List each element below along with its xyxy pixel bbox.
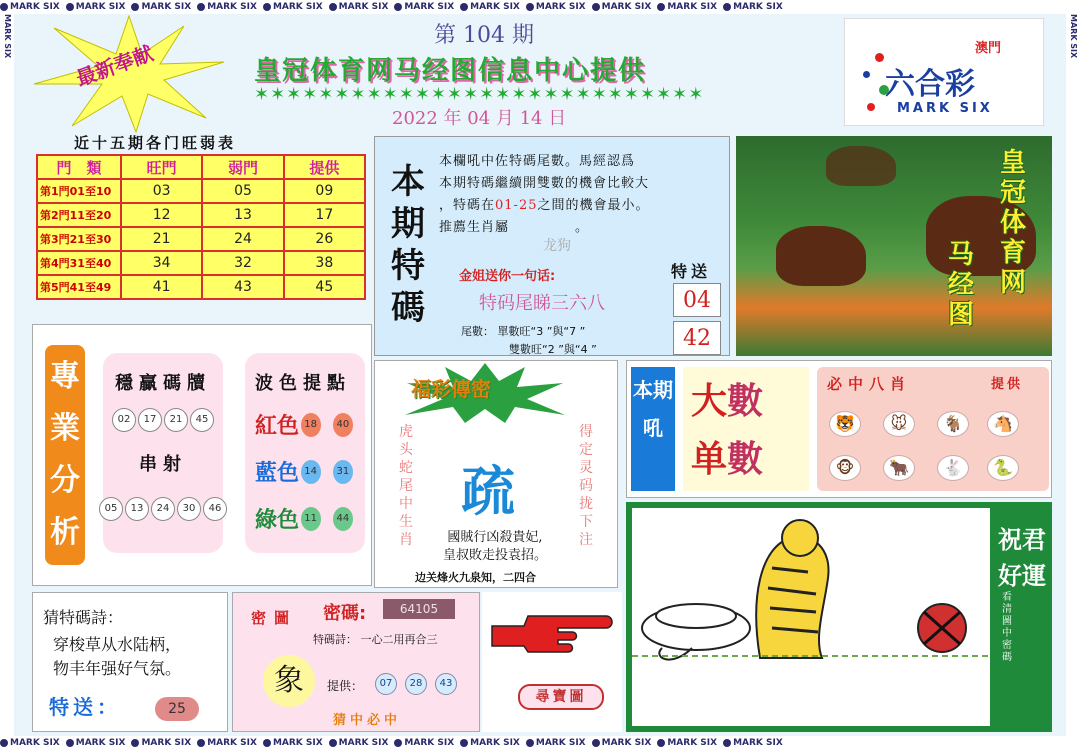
brand-dot-icon <box>329 739 337 747</box>
wave-ball: 18 <box>301 413 321 437</box>
guess-hit-footer: 猜中必中 <box>333 713 402 728</box>
wave-ball: 14 <box>301 460 321 484</box>
header-weak: 弱門 <box>202 155 283 179</box>
star-divider: ✶✶✶✶✶✶✶✶✶✶✶✶✶✶✶✶✶✶✶✶✶✶✶✶✶✶✶✶ <box>254 84 705 105</box>
border-brand-tile: MARK SIX <box>329 0 389 14</box>
number-ball: 46 <box>203 497 227 521</box>
provide-value: 38 <box>284 251 365 275</box>
strong-value: 12 <box>121 203 202 227</box>
border-brand-tile: MARK SIX <box>394 736 454 750</box>
snake-icon: 🐍 <box>987 455 1019 481</box>
gift-label: 特送 <box>671 262 712 281</box>
number-ball: 45 <box>190 408 214 432</box>
wave-ball: 31 <box>333 460 353 484</box>
provide-value: 45 <box>284 275 365 299</box>
brand-dot-icon <box>526 3 534 11</box>
number-ball: 21 <box>164 408 188 432</box>
rank-table-title: 近十五期各门旺弱表 <box>74 134 237 152</box>
description-part: 之間的機會最小。 <box>537 198 650 213</box>
horse-icon: 🐴 <box>987 411 1019 437</box>
win-numbers-row <box>103 407 223 432</box>
brand-dot-icon <box>0 739 8 747</box>
border-brand-tile: MARK SIX <box>131 0 191 14</box>
table-row <box>37 179 365 203</box>
rank-table <box>36 154 366 300</box>
border-brand-tile: MARK SIX <box>657 736 717 750</box>
big-number-word <box>691 373 763 424</box>
brand-dot-icon <box>460 739 468 747</box>
newest-offer-text: 最新奉献 <box>72 40 157 91</box>
border-brand-tile: MARK SIX <box>0 736 60 750</box>
description-part: 推薦生肖屬 <box>439 220 510 235</box>
big-odd-panel <box>626 360 1052 498</box>
special-code-panel <box>374 136 730 356</box>
description-line: 本期特碼繼續開雙數的機會比較大 <box>439 176 650 191</box>
lottery-right-vertical: 得定灵码拢下注 <box>579 424 593 548</box>
left-border-strip <box>0 14 14 736</box>
password-value: 64105 <box>383 599 455 619</box>
border-brand-tile: MARK SIX <box>66 0 126 14</box>
row-label: 第2門11至20 <box>37 203 121 227</box>
expert-analysis-panel <box>32 324 372 586</box>
weak-value: 32 <box>202 251 283 275</box>
provide-number: 43 <box>435 673 457 695</box>
tiger-icon: 🐯 <box>829 411 861 437</box>
treasure-map-label: 尋寶圖 <box>518 684 604 710</box>
photo-caption-right: 皇冠体育网 <box>1000 148 1027 298</box>
brand-dot-icon <box>657 3 665 11</box>
tiger-illustration <box>632 508 990 726</box>
strong-value: 34 <box>121 251 202 275</box>
treasure-map-panel <box>482 592 622 732</box>
horse-figure <box>826 146 896 186</box>
wave-ball: 11 <box>301 507 321 531</box>
brand-dot-icon <box>263 3 271 11</box>
brand-dot-icon <box>592 3 600 11</box>
wave-ball: 40 <box>333 413 353 437</box>
table-row <box>37 251 365 275</box>
weak-value: 13 <box>202 203 283 227</box>
provide-value: 26 <box>284 227 365 251</box>
header-strong: 旺門 <box>121 155 202 179</box>
horse-figure <box>776 226 866 286</box>
weak-value: 24 <box>202 227 283 251</box>
border-brand-tile: MARK SIX <box>329 736 389 750</box>
word-part: 大 <box>691 380 728 422</box>
brand-dot-icon <box>197 739 205 747</box>
left-brand-text: MARK SIX <box>3 14 12 59</box>
weak-value: 43 <box>202 275 283 299</box>
poem-lines <box>53 633 181 681</box>
password-label: 密碼: <box>323 603 367 624</box>
lottery-heading: 福彩傳密 <box>411 377 491 401</box>
poster-page <box>14 14 1066 736</box>
tail-odd-text: 尾數： 單數旺“3 ”與“7 ” <box>461 325 586 338</box>
big-odd-words <box>683 367 809 491</box>
provide-value: 09 <box>284 179 365 203</box>
border-brand-tile: MARK SIX <box>197 736 257 750</box>
brand-dot-icon <box>657 739 665 747</box>
brand-region: 澳門 <box>975 41 1002 56</box>
brand-name-cn: 六合彩 <box>885 67 975 102</box>
brand-dot-icon <box>66 739 74 747</box>
ox-icon: 🐂 <box>883 455 915 481</box>
header-provide: 提供 <box>284 155 365 179</box>
border-brand-tile: MARK SIX <box>197 0 257 14</box>
provide-value: 17 <box>284 203 365 227</box>
chain-numbers-row <box>91 496 235 521</box>
good-luck-text: 祝君好運 <box>998 525 1046 590</box>
border-brand-tile: MARK SIX <box>723 0 783 14</box>
issue-number: 第 104 期 <box>434 23 534 48</box>
lottery-character: 疏 <box>461 459 515 523</box>
zodiac-hint: 龙狗 <box>543 238 571 254</box>
special-code-title: 本期特碼 <box>391 162 425 328</box>
number-ball: 13 <box>125 497 149 521</box>
brand-dot-icon <box>526 739 534 747</box>
top-border-strip <box>0 0 1080 14</box>
border-brand-tile: MARK SIX <box>526 736 586 750</box>
poem-title: 猜特碼詩： <box>43 608 124 627</box>
golden-sister-label: 金姐送你一句话: <box>459 269 556 284</box>
brand-dot-icon <box>460 3 468 11</box>
brand-dot-icon <box>723 3 731 11</box>
special-code-description <box>439 151 723 239</box>
description-line <box>439 217 723 239</box>
brand-dot-icon <box>197 3 205 11</box>
lottery-footer: 边关烽火九泉知，二四合 <box>415 571 536 584</box>
lottery-poem <box>425 529 565 565</box>
poem-line: 國賊行凶殺貴妃, <box>447 530 543 545</box>
description-line <box>439 195 723 217</box>
poem-line: 穿梭草从水陆柄， <box>53 635 182 654</box>
border-brand-tile: MARK SIX <box>131 736 191 750</box>
lottery-secret-panel <box>374 360 618 588</box>
number-ball: 17 <box>138 408 162 432</box>
border-brand-tile: MARK SIX <box>460 0 520 14</box>
wave-ball: 44 <box>333 507 353 531</box>
wave-name: 紅色 <box>255 413 300 439</box>
number-ball: 30 <box>177 497 201 521</box>
row-label: 第4門31至40 <box>37 251 121 275</box>
brand-dot-icon <box>131 739 139 747</box>
brand-dot-icon <box>592 739 600 747</box>
wave-row-red <box>255 409 365 440</box>
eight-zodiac-title: 必中八肖 <box>827 375 912 393</box>
bottom-border-strip <box>0 736 1080 750</box>
wave-row-green <box>255 503 365 534</box>
poster-title: 皇冠体育网马经图信息中心提供 <box>254 56 647 86</box>
strong-value: 21 <box>121 227 202 251</box>
odd-number-word <box>691 431 763 482</box>
right-brand-text: MARK SIX <box>1069 14 1078 59</box>
brand-dot-icon <box>394 739 402 747</box>
strong-value: 03 <box>121 179 202 203</box>
table-row <box>37 227 365 251</box>
logo-dot <box>875 53 884 62</box>
this-issue-shout: 本期吼 <box>631 367 675 491</box>
brand-dot-icon <box>263 739 271 747</box>
logo-dot <box>867 103 875 111</box>
win-numbers-panel <box>103 353 223 553</box>
rank-table-header <box>37 155 365 179</box>
brand-dot-icon <box>66 3 74 11</box>
border-brand-tile: MARK SIX <box>263 0 323 14</box>
brand-dot-icon <box>723 739 731 747</box>
right-border-strip <box>1066 14 1080 736</box>
wave-name: 藍色 <box>255 460 300 486</box>
border-brand-tile: MARK SIX <box>526 0 586 14</box>
border-brand-tile: MARK SIX <box>66 736 126 750</box>
header-category: 門 類 <box>37 155 121 179</box>
eight-zodiac-panel <box>817 367 1049 491</box>
border-brand-tile: MARK SIX <box>0 0 60 14</box>
table-row <box>37 203 365 227</box>
goat-icon: 🐐 <box>937 411 969 437</box>
brand-dot-icon <box>394 3 402 11</box>
description-line: 本欄吼中佐特碼尾數。馬經認爲 <box>439 154 636 169</box>
border-brand-tile: MARK SIX <box>657 0 717 14</box>
horse-racing-photo <box>736 136 1052 356</box>
border-brand-tile: MARK SIX <box>592 0 652 14</box>
row-label: 第5門41至49 <box>37 275 121 299</box>
border-brand-tile: MARK SIX <box>723 736 783 750</box>
look-code-text: 看清圖中密碼 <box>1002 592 1012 663</box>
special-gift-label: 特送： <box>49 695 121 719</box>
brand-dot-icon <box>329 3 337 11</box>
monkey-icon: 🐵 <box>829 455 861 481</box>
guess-code-poem-panel <box>32 592 228 732</box>
rat-icon: 🐭 <box>883 411 915 437</box>
strong-value: 41 <box>121 275 202 299</box>
tail-even-text: 雙數旺“2 ”與“4 ” <box>509 343 597 356</box>
special-gift-number: 25 <box>155 697 199 721</box>
border-brand-tile: MARK SIX <box>592 736 652 750</box>
description-part: ，特碼在 <box>439 198 496 213</box>
secret-map-label: 密圖 <box>251 609 298 627</box>
lottery-left-vertical: 虎头蛇尾中生肖 <box>399 424 413 548</box>
wave-row-blue <box>255 456 365 487</box>
rabbit-icon: 🐇 <box>937 455 969 481</box>
brand-name-en: MARK SIX <box>897 101 993 116</box>
code-range: 01-25 <box>495 198 538 213</box>
photo-caption-left: 马经图 <box>948 240 975 330</box>
provide-number: 28 <box>405 673 427 695</box>
description-part: 。 <box>575 220 590 235</box>
mark-six-logo <box>844 18 1044 126</box>
issue-date: 2022 年 04 月 14 日 <box>392 108 567 129</box>
weak-value: 05 <box>202 179 283 203</box>
tiger-cartoon-image <box>632 508 990 726</box>
gift-number-box: 42 <box>673 321 721 355</box>
wave-name: 綠色 <box>255 507 300 533</box>
logo-dot <box>863 71 870 78</box>
number-ball: 24 <box>151 497 175 521</box>
tiger-cartoon-panel <box>626 502 1052 732</box>
border-brand-tile: MARK SIX <box>460 736 520 750</box>
row-label: 第3門21至30 <box>37 227 121 251</box>
secret-glyph: 象 <box>263 655 315 707</box>
eight-zodiac-provide: 提供 <box>991 377 1024 392</box>
code-poem: 特碼詩： 一心二用再合三 <box>313 633 438 646</box>
chain-title: 串射 <box>139 454 187 475</box>
provide-label: 提供： <box>327 679 364 693</box>
poem-line: 皇叔敗走投袁招。 <box>442 548 547 563</box>
word-part: 单 <box>691 438 728 480</box>
table-row <box>37 275 365 299</box>
border-brand-tile: MARK SIX <box>394 0 454 14</box>
secret-password-panel <box>232 592 480 732</box>
wave-color-panel <box>245 353 365 553</box>
provide-number: 07 <box>375 673 397 695</box>
expert-analysis-title: 專業分析 <box>45 345 85 565</box>
wave-color-title: 波色提點 <box>255 373 351 394</box>
pointing-hand-icon <box>488 606 614 662</box>
brand-dot-icon <box>0 3 8 11</box>
number-ball: 05 <box>99 497 123 521</box>
special-phrase: 特码尾睇三六八 <box>479 293 605 314</box>
word-part: 數 <box>727 380 764 422</box>
word-part: 數 <box>727 438 764 480</box>
border-brand-tile: MARK SIX <box>263 736 323 750</box>
row-label: 第1門01至10 <box>37 179 121 203</box>
win-numbers-title: 穩贏碼牘 <box>115 373 211 394</box>
number-ball: 02 <box>112 408 136 432</box>
poem-line: 物丰年强好气氛。 <box>53 659 182 678</box>
gift-number-box: 04 <box>673 283 721 317</box>
brand-dot-icon <box>131 3 139 11</box>
